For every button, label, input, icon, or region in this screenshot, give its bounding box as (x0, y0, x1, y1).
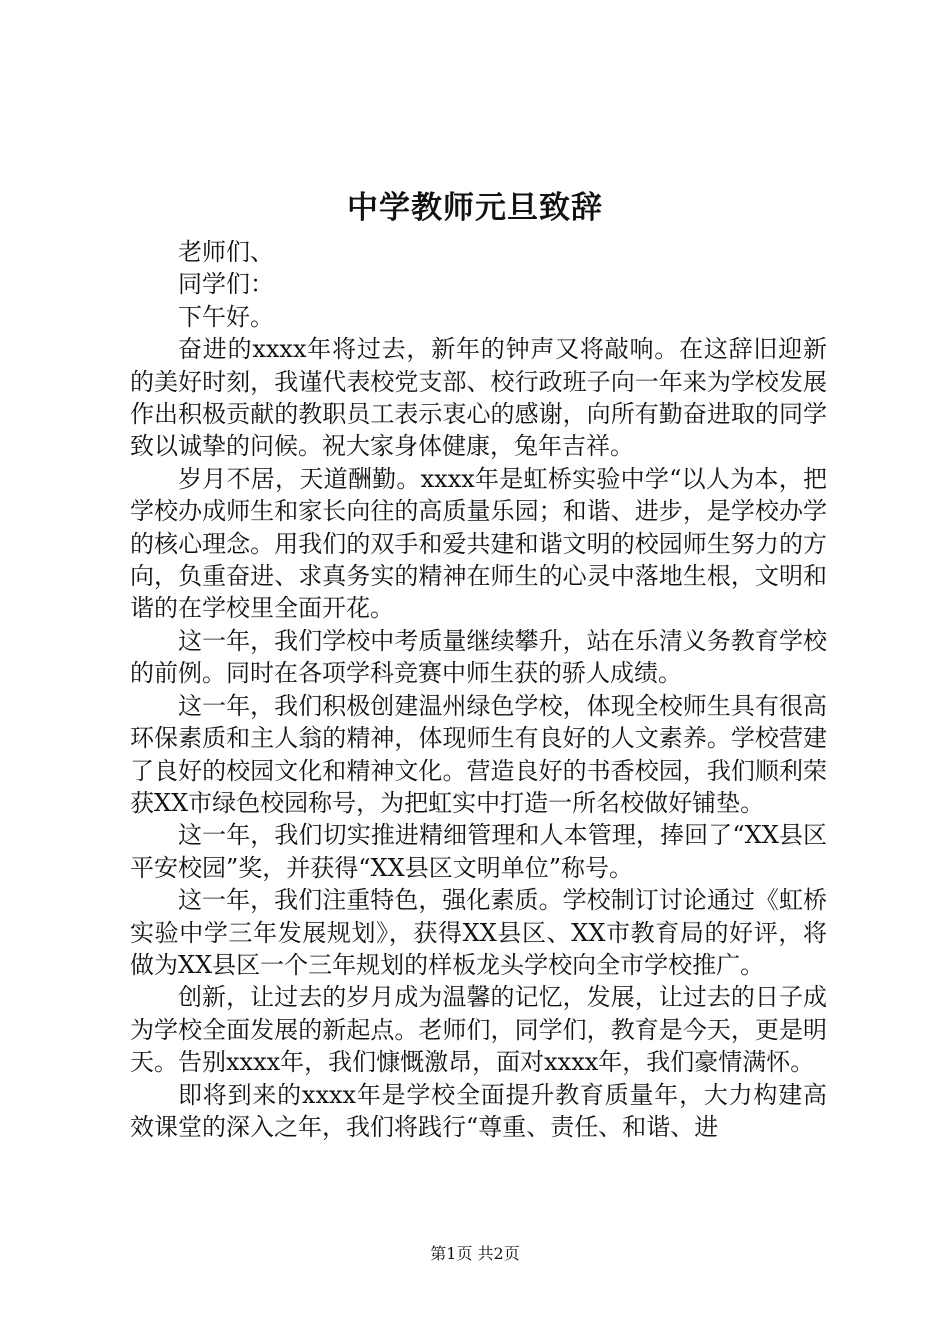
paragraph: 奋进的xxxx年将过去，新年的钟声又将敲响。在这辞旧迎新的美好时刻，我谨代表校党支部、校行政班子向一年来为学校发展作出积极贡献的教职员工表示衷心的感谢，向所有勤奋进取的同学致以诚挚的问候。祝大家身体健康，兔年吉祥。 (130, 335, 827, 461)
paragraph: 这一年，我们学校中考质量继续攀升，站在乐清义务教育学校的前例。同时在各项学科竞赛中师生获的骄人成绩。 (130, 626, 827, 688)
document-body (130, 236, 827, 1143)
paragraph: 即将到来的xxxx年是学校全面提升教育质量年，大力构建高效课堂的深入之年，我们将践行“尊重、责任、和谐、进 (130, 1080, 827, 1141)
paragraph: 这一年，我们切实推进精细管理和人本管理，捧回了“XX县区平安校园”奖，并获得“XX县区文明单位”称号。 (130, 821, 827, 882)
greeting-line: 老师们、 (178, 238, 274, 266)
greeting-line: 下午好。 (178, 302, 274, 331)
paragraph: 创新，让过去的岁月成为温馨的记忆，发展，让过去的日子成为学校全面发展的新起点。老师们，同学们，教育是今天，更是明天。告别xxxx年，我们慷慨激昂，面对xxxx年，我们豪情满怀。 (130, 983, 827, 1077)
paragraph: 岁月不居，天道酬勤。xxxx年是虹桥实验中学“以人为本，把学校办成师生和家长向往的高质量乐园；和谐、进步，是学校办学的核心理念。用我们的双手和爱共建和谐文明的校园师生努力的方向，负重奋进、求真务实的精神在师生的心灵中落地生根，文明和谐的在学校里全面开花。 (130, 464, 827, 623)
greeting-line: 同学们： (178, 270, 274, 299)
paragraph: 这一年，我们积极创建温州绿色学校，体现全校师生具有很高环保素质和主人翁的精神，体现师生有良好的人文素养。学校营建了良好的校园文化和精神文化。营造良好的书香校园，我们顺利荣获XX市绿色校园称号，为把虹实中打造一所名校做好铺垫。 (130, 691, 827, 817)
document-title: 中学教师元旦致辞 (347, 190, 603, 226)
paragraph: 这一年，我们注重特色，强化素质。学校制订讨论通过《虹桥实验中学三年发展规划》，获得XX县区、XX市教育局的好评，将做为XX县区一个三年规划的样板龙头学校向全市学校推广。 (130, 886, 827, 979)
page-footer: 第1页 共2页 (430, 1244, 520, 1263)
